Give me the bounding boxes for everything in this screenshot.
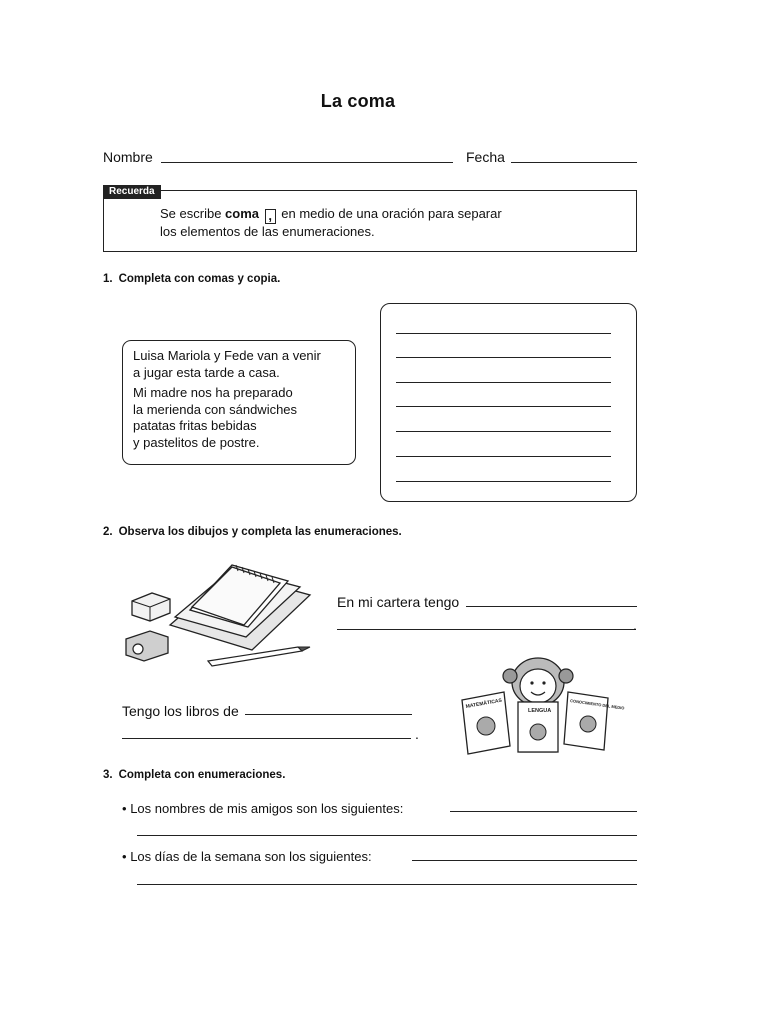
exercise2-instruction: Observa los dibujos y completa las enumeraciones. xyxy=(118,526,402,538)
exercise1-number: 1. xyxy=(103,273,113,285)
exercise2-number: 2. xyxy=(103,526,113,538)
book-label-medio: CONOCIMIENTO DEL MEDIO xyxy=(569,698,625,711)
exercise1-paragraph2 xyxy=(133,385,345,451)
exercise3-heading xyxy=(103,769,285,781)
name-label: Nombre xyxy=(103,149,153,165)
paragraph2-line: y pastelitos de postre. xyxy=(133,434,260,450)
rule-text-before: Se escribe xyxy=(160,206,222,221)
exercise3-number: 3. xyxy=(103,769,113,781)
rule-keyword: coma xyxy=(225,206,260,221)
answer-line[interactable] xyxy=(466,606,637,607)
rule-text-after: en medio de una oración para separar xyxy=(281,206,502,221)
copy-line[interactable] xyxy=(396,481,611,482)
answer-line[interactable] xyxy=(337,629,636,630)
sentence2-period: . xyxy=(415,726,419,742)
exercise1-heading xyxy=(103,273,280,285)
name-field-line[interactable] xyxy=(161,162,453,163)
copy-line[interactable] xyxy=(396,406,611,407)
book-label-math: MATEMÁTICAS xyxy=(465,697,503,710)
copy-line[interactable] xyxy=(396,431,611,432)
item2-text: Los días de la semana son los siguientes: xyxy=(130,849,372,864)
paragraph1-line: Luisa Mariola y Fede van a venir xyxy=(133,348,321,363)
recuerda-rule-text xyxy=(160,206,502,240)
exercise3-item2 xyxy=(122,849,372,864)
exercise3-item1 xyxy=(122,801,403,816)
paragraph2-line: la merienda con sándwiches xyxy=(133,401,298,417)
exercise2-sentence2: Tengo los libros de xyxy=(122,703,239,719)
copy-line[interactable] xyxy=(396,357,611,358)
answer-line[interactable] xyxy=(245,714,412,715)
exercise1-instruction: Completa con comas y copia. xyxy=(118,273,281,285)
recuerda-tag: Recuerda xyxy=(103,185,161,199)
answer-line[interactable] xyxy=(122,738,411,739)
exercise3-instruction: Completa con enumeraciones. xyxy=(118,769,286,781)
bullet-icon: • xyxy=(122,801,127,816)
comma-symbol-box: , xyxy=(265,209,276,224)
paragraph2-line: patatas fritas bebidas xyxy=(133,418,257,433)
exercise2-sentence1: En mi cartera tengo xyxy=(337,594,460,610)
copy-line[interactable] xyxy=(396,456,611,457)
exercise1-paragraph1 xyxy=(133,348,345,381)
exercise2-heading xyxy=(103,526,402,538)
paragraph1-line: a jugar esta tarde a casa. xyxy=(133,364,280,380)
copy-line[interactable] xyxy=(396,333,611,334)
bullet-icon: • xyxy=(122,849,127,864)
copy-line[interactable] xyxy=(396,382,611,383)
answer-line[interactable] xyxy=(137,884,637,885)
book-label-lengua: LENGUA xyxy=(528,708,552,714)
girl-with-books-illustration xyxy=(458,652,625,760)
answer-line[interactable] xyxy=(137,835,637,836)
exercise1-text-box xyxy=(122,340,356,465)
item1-text: Los nombres de mis amigos son los siguientes: xyxy=(130,801,404,816)
date-label: Fecha xyxy=(466,149,505,165)
date-field-line[interactable] xyxy=(511,162,637,163)
sentence1-period: . xyxy=(633,617,637,633)
answer-line[interactable] xyxy=(412,860,637,861)
school-supplies-illustration xyxy=(120,555,315,670)
rule-text-line2: los elementos de las enumeraciones. xyxy=(160,224,375,239)
paragraph2-line: Mi madre nos ha preparado xyxy=(133,385,293,400)
answer-line[interactable] xyxy=(450,811,637,812)
page-title: La coma xyxy=(320,91,396,111)
